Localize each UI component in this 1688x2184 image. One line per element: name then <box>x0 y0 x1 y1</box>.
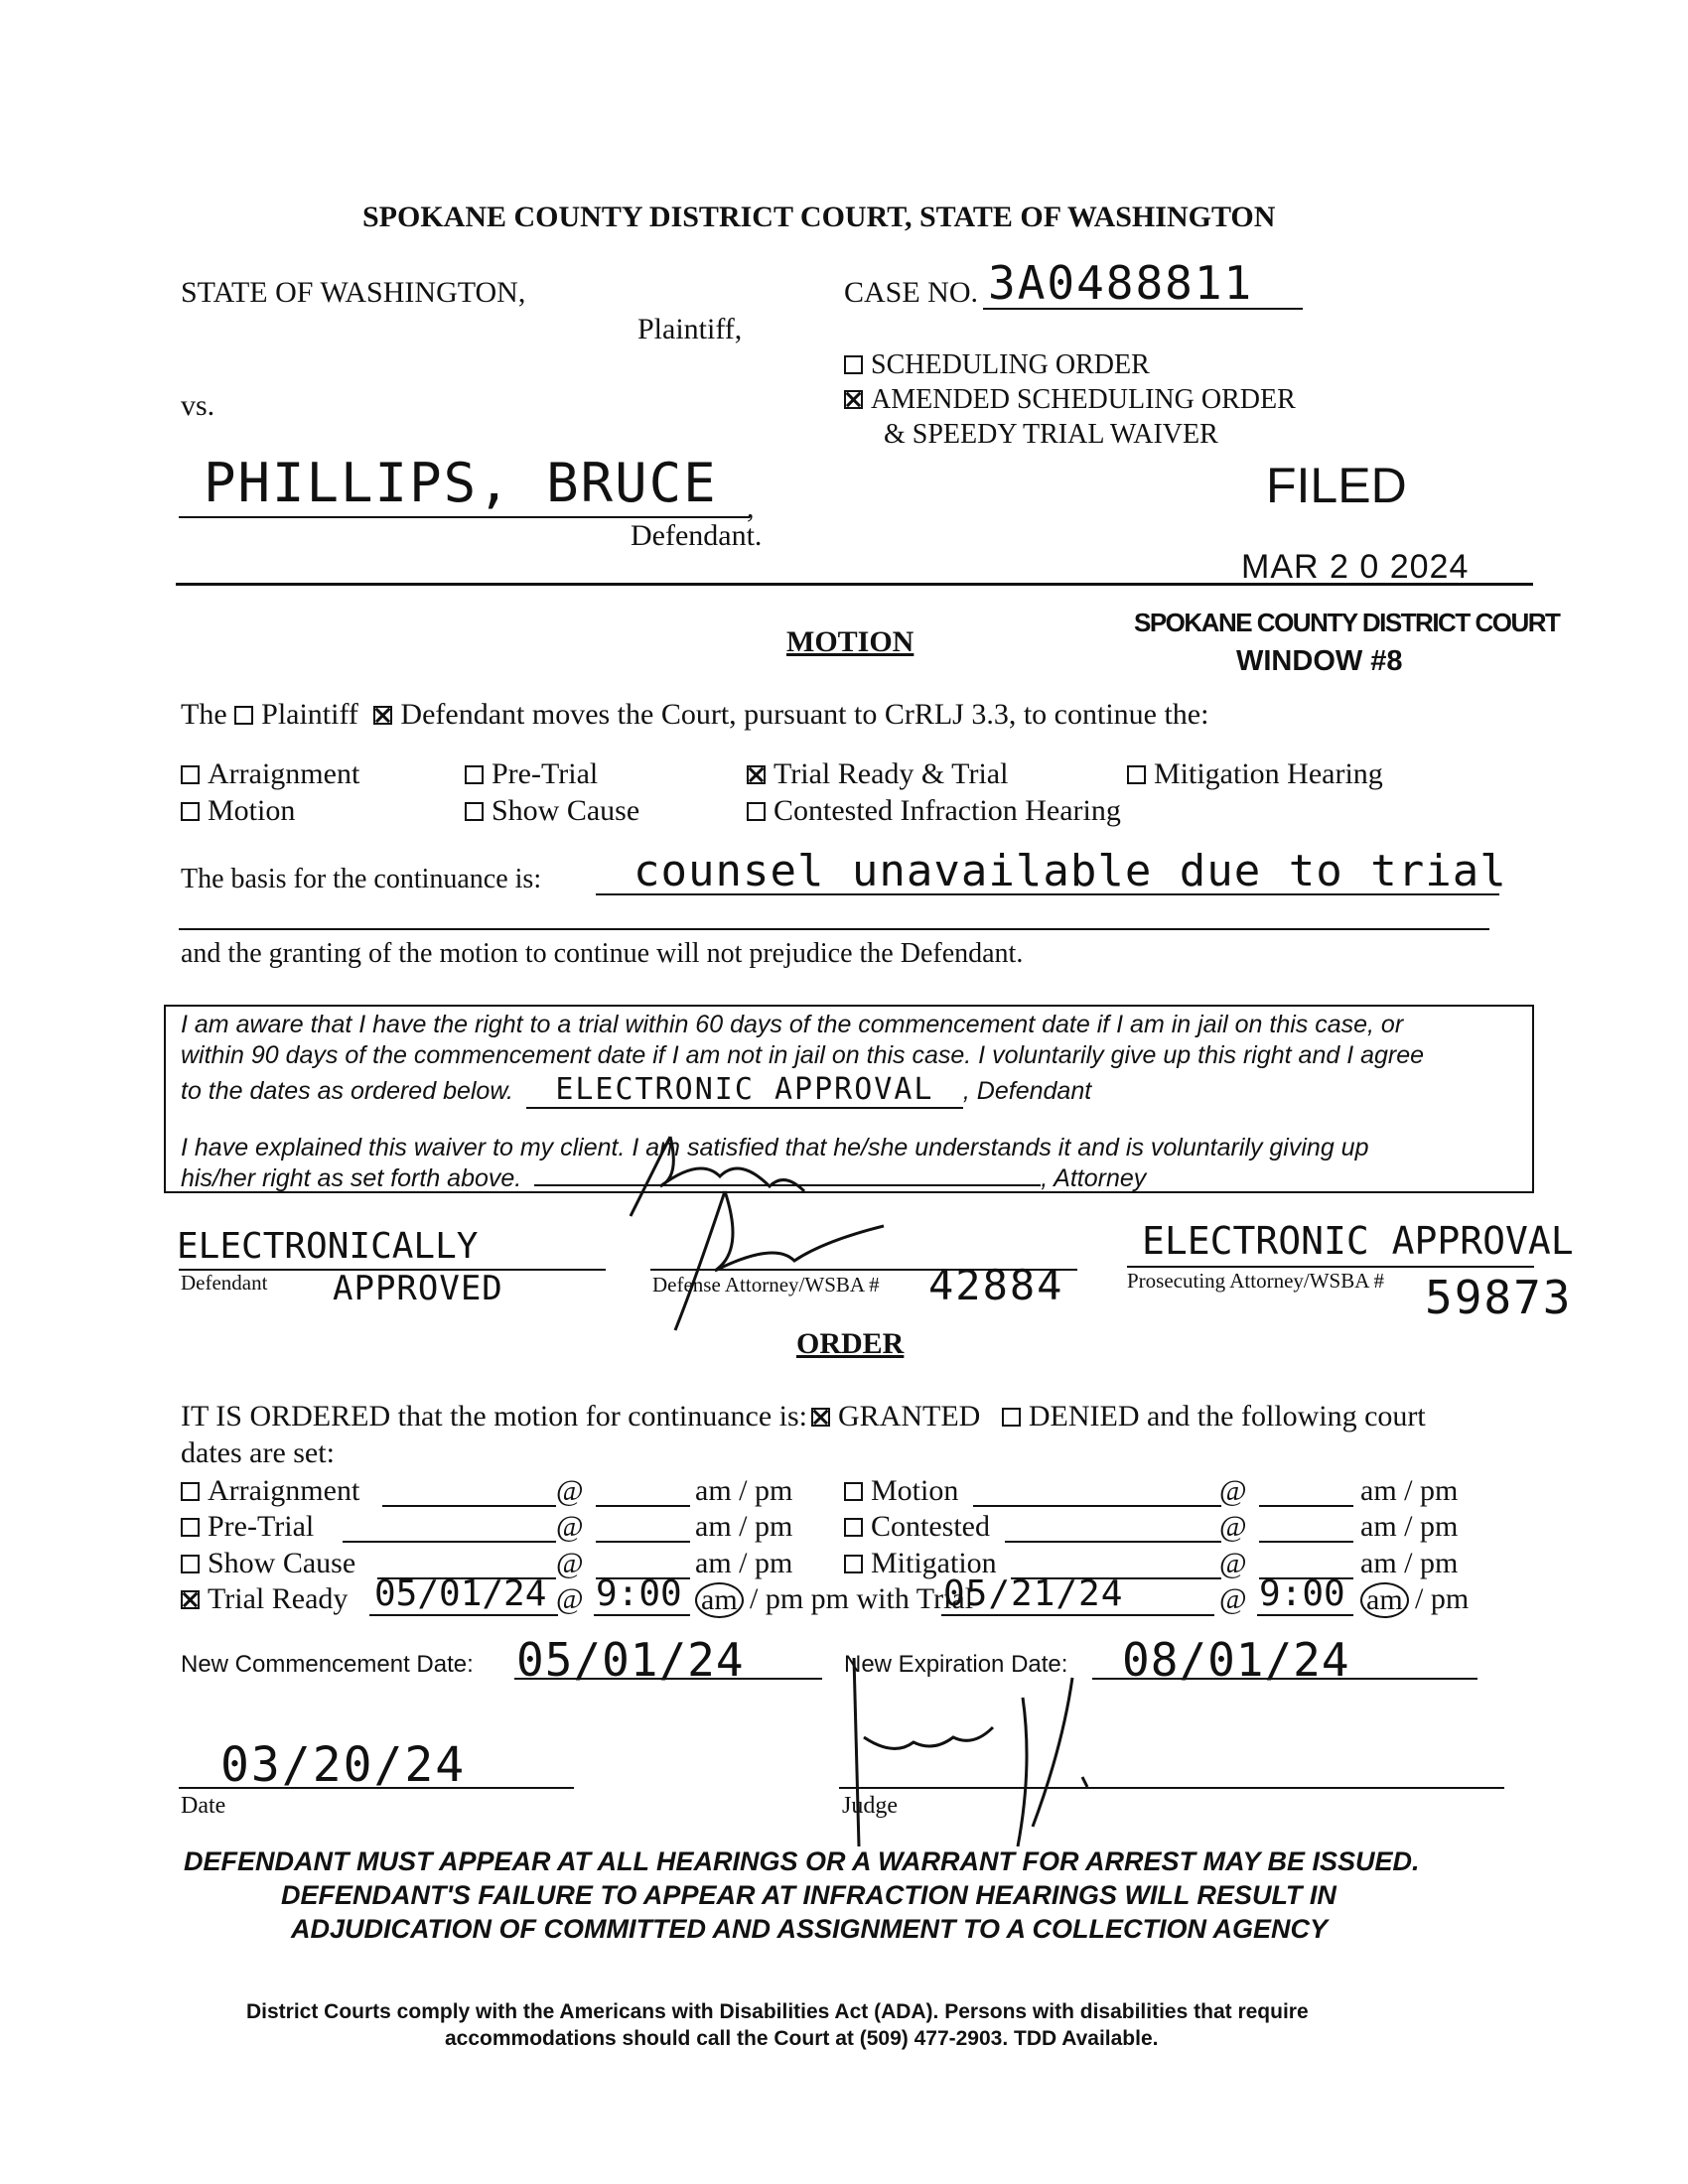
commencement-label: New Commencement Date: <box>181 1651 474 1678</box>
hearing-mitigation: Mitigation Hearing <box>1127 757 1383 791</box>
mitigation-checkbox[interactable] <box>1127 765 1146 784</box>
waiver-line-3: to the dates as ordered below. ELECTRONIC APPROVAL , Defendant <box>181 1072 1092 1107</box>
trial-ready-at: @ <box>556 1582 584 1615</box>
order-row-contested: Contested <box>844 1510 990 1544</box>
prejudice-text: and the granting of the motion to continue will not prejudice the Defendant. <box>181 938 1024 969</box>
pretrial-date-line <box>343 1541 556 1543</box>
ada-line-1: District Courts comply with the Americans with Disabilities Act (ADA). Persons with disabilities that require <box>246 2000 1309 2023</box>
motion-defendant-checkbox[interactable] <box>373 706 392 725</box>
scheduling-checkbox[interactable] <box>844 355 863 374</box>
order-row-arraignment: Arraignment <box>181 1474 359 1508</box>
court-title: SPOKANE COUNTY DISTRICT COURT, STATE OF WASHINGTON <box>362 201 1276 233</box>
warning-line-2: DEFENDANT'S FAILURE TO APPEAR AT INFRACTION HEARINGS WILL RESULT IN <box>281 1880 1336 1910</box>
arraignment-ampm: am / pm <box>695 1474 793 1507</box>
warning-line-1: DEFENDANT MUST APPEAR AT ALL HEARINGS OR A WARRANT FOR ARREST MAY BE ISSUED. <box>184 1846 1420 1876</box>
motion-time-line <box>1259 1505 1353 1507</box>
order-date-line <box>179 1787 574 1789</box>
waiver-line-2: within 90 days of the commencement date if I am not in jail on this case. I voluntarily give up this right and I agree <box>181 1041 1425 1069</box>
expiration-label: New Expiration Date: <box>844 1651 1068 1678</box>
vs-label: vs. <box>181 389 215 422</box>
prosecutor-signature: ELECTRONIC APPROVAL <box>1142 1219 1574 1263</box>
order-row-pretrial: Pre-Trial <box>181 1510 314 1544</box>
filed-stamp: FILED <box>1266 458 1407 513</box>
order-row-motion: Motion <box>844 1474 958 1508</box>
waiver-defendant-signature: ELECTRONIC APPROVAL <box>526 1072 963 1109</box>
order-title: ORDER <box>796 1327 905 1360</box>
motion-date-line <box>973 1505 1221 1507</box>
defense-wsba-number: 42884 <box>928 1261 1064 1309</box>
trial-ready-am-circled: am <box>695 1582 744 1618</box>
trial-ready-date: 05/01/24 <box>374 1573 547 1614</box>
trial-ready-pm-with-trial: / pm pm with Trial <box>750 1582 974 1615</box>
prosecutor-sig-line <box>1127 1266 1534 1268</box>
warning-line-3: ADJUDICATION OF COMMITTED AND ASSIGNMENT TO A COLLECTION AGENCY <box>291 1914 1328 1944</box>
waiver-line-1: I am aware that I have the right to a trial within 60 days of the commencement date if I am in jail on this case, or <box>181 1011 1404 1038</box>
case-no-line <box>983 308 1303 310</box>
trial-ready-time: 9:00 <box>596 1573 682 1614</box>
motion-title: MOTION <box>786 625 914 658</box>
order-contested-checkbox[interactable] <box>844 1518 863 1537</box>
commencement-value: 05/01/24 <box>516 1633 745 1687</box>
filed-date-stamp: MAR 2 0 2024 <box>1241 548 1470 586</box>
arraignment-time-line <box>596 1505 690 1507</box>
judge-label: Judge <box>842 1793 898 1819</box>
judge-sig-line <box>839 1787 1504 1789</box>
hearing-show-cause: Show Cause <box>465 794 639 828</box>
trial-time-line <box>1257 1614 1353 1616</box>
defendant-label: Defendant. <box>631 519 763 552</box>
plaintiff-label: Plaintiff, <box>637 313 743 345</box>
order-pretrial-checkbox[interactable] <box>181 1518 200 1537</box>
pretrial-time-line <box>596 1541 690 1543</box>
order-row-trial-ready: Trial Ready <box>181 1582 348 1616</box>
contested-time-line <box>1259 1541 1353 1543</box>
judge-signature <box>834 1648 1172 1876</box>
trial-date-line <box>941 1614 1214 1616</box>
expiration-value: 08/01/24 <box>1122 1633 1350 1687</box>
defense-attorney-signature <box>655 1181 904 1340</box>
hearing-motion: Motion <box>181 794 295 828</box>
trial-at: @ <box>1219 1582 1247 1615</box>
order-motion-checkbox[interactable] <box>844 1482 863 1501</box>
stamp-window: WINDOW #8 <box>1236 645 1403 677</box>
case-no-value: 3A0488811 <box>988 256 1254 310</box>
show-cause-ampm: am / pm <box>695 1547 793 1579</box>
trial-ready-date-line <box>369 1614 558 1616</box>
motion-ampm: am / pm <box>1360 1474 1459 1507</box>
trial-pm: / pm <box>1415 1582 1470 1615</box>
order-trial-ready-checkbox[interactable] <box>181 1590 200 1609</box>
pretrial-at: @ <box>556 1510 584 1543</box>
hearing-arraignment: Arraignment <box>181 757 359 791</box>
basis-line-1 <box>596 893 1499 895</box>
hearing-trial-ready: Trial Ready & Trial <box>747 757 1008 791</box>
amended-checkbox[interactable] <box>844 390 863 409</box>
commencement-line <box>514 1678 822 1680</box>
arraignment-checkbox[interactable] <box>181 765 200 784</box>
order-show-cause-checkbox[interactable] <box>181 1555 200 1573</box>
denied-checkbox[interactable] <box>1002 1408 1021 1427</box>
trial-time: 9:00 <box>1259 1573 1345 1614</box>
defense-wsba-label: Defense Attorney/WSBA # <box>652 1273 880 1297</box>
defendant-comma: , <box>747 491 755 524</box>
order-type-scheduling: SCHEDULING ORDER <box>844 349 1150 381</box>
granted-checkbox[interactable] <box>811 1408 830 1427</box>
contested-date-line <box>1005 1541 1221 1543</box>
defendant-sig-approved: APPROVED <box>333 1269 503 1308</box>
prosecutor-wsba-label: Prosecuting Attorney/WSBA # <box>1127 1269 1384 1293</box>
order-arraignment-checkbox[interactable] <box>181 1482 200 1501</box>
plaintiff-name: STATE OF WASHINGTON, <box>181 276 526 309</box>
basis-value-handwritten: counsel unavailable due to trial <box>633 846 1507 896</box>
waiver-line-4: I have explained this waiver to my client. I am satisfied that he/she understands it and is voluntarily giving up <box>181 1134 1369 1161</box>
case-no-label: CASE NO. <box>844 276 979 309</box>
mitigation-ampm: am / pm <box>1360 1547 1459 1579</box>
defendant-sig-label: Defendant <box>181 1271 268 1295</box>
caption-divider <box>176 583 1533 586</box>
order-date-label: Date <box>181 1793 226 1819</box>
ada-line-2: accommodations should call the Court at (509) 477-2903. TDD Available. <box>445 2027 1159 2050</box>
show-cause-at: @ <box>556 1547 584 1579</box>
defendant-name-line <box>179 516 750 518</box>
dates-are-set: dates are set: <box>181 1436 335 1469</box>
order-mitigation-checkbox[interactable] <box>844 1555 863 1573</box>
trial-ready-time-line <box>594 1614 690 1616</box>
trial-ready-checkbox[interactable] <box>747 765 766 784</box>
order-type-waiver: & SPEEDY TRIAL WAIVER <box>884 419 1218 450</box>
pretrial-checkbox[interactable] <box>465 765 484 784</box>
prosecutor-wsba-number: 59873 <box>1425 1271 1573 1324</box>
order-row-show-cause: Show Cause <box>181 1547 355 1580</box>
contested-checkbox[interactable] <box>747 802 766 821</box>
basis-label: The basis for the continuance is: <box>181 864 542 894</box>
basis-line-2 <box>179 928 1489 930</box>
pretrial-ampm: am / pm <box>695 1510 793 1543</box>
trial-date: 05/21/24 <box>943 1573 1124 1614</box>
mitigation-at: @ <box>1219 1547 1247 1579</box>
hearing-contested: Contested Infraction Hearing <box>747 794 1121 828</box>
defendant-name-handwritten: PHILLIPS, BRUCE <box>204 452 718 514</box>
trial-am-circled: am <box>1360 1582 1409 1618</box>
order-row-mitigation: Mitigation <box>844 1547 997 1580</box>
arraignment-date-line <box>382 1505 556 1507</box>
motion-plaintiff-checkbox[interactable] <box>234 706 253 725</box>
defendant-sig-electronically: ELECTRONICALLY <box>177 1226 479 1267</box>
order-ruling-line: IT IS ORDERED that the motion for continuance is: GRANTED DENIED and the following court <box>181 1400 1426 1433</box>
contested-ampm: am / pm <box>1360 1510 1459 1543</box>
show-cause-checkbox[interactable] <box>465 802 484 821</box>
arraignment-at: @ <box>556 1474 584 1507</box>
order-type-amended: AMENDED SCHEDULING ORDER <box>844 384 1296 416</box>
order-date-value: 03/20/24 <box>220 1737 467 1793</box>
motion-party-line: The Plaintiff Defendant moves the Court, pursuant to CrRLJ 3.3, to continue the: <box>181 698 1209 731</box>
motion-at: @ <box>1219 1474 1247 1507</box>
motion-checkbox[interactable] <box>181 802 200 821</box>
waiver-line-5: his/her right as set forth above. , Attorney <box>181 1164 1147 1192</box>
stamp-court-name: SPOKANE COUNTY DISTRICT COURT <box>1134 608 1560 637</box>
hearing-pretrial: Pre-Trial <box>465 757 598 791</box>
contested-at: @ <box>1219 1510 1247 1543</box>
